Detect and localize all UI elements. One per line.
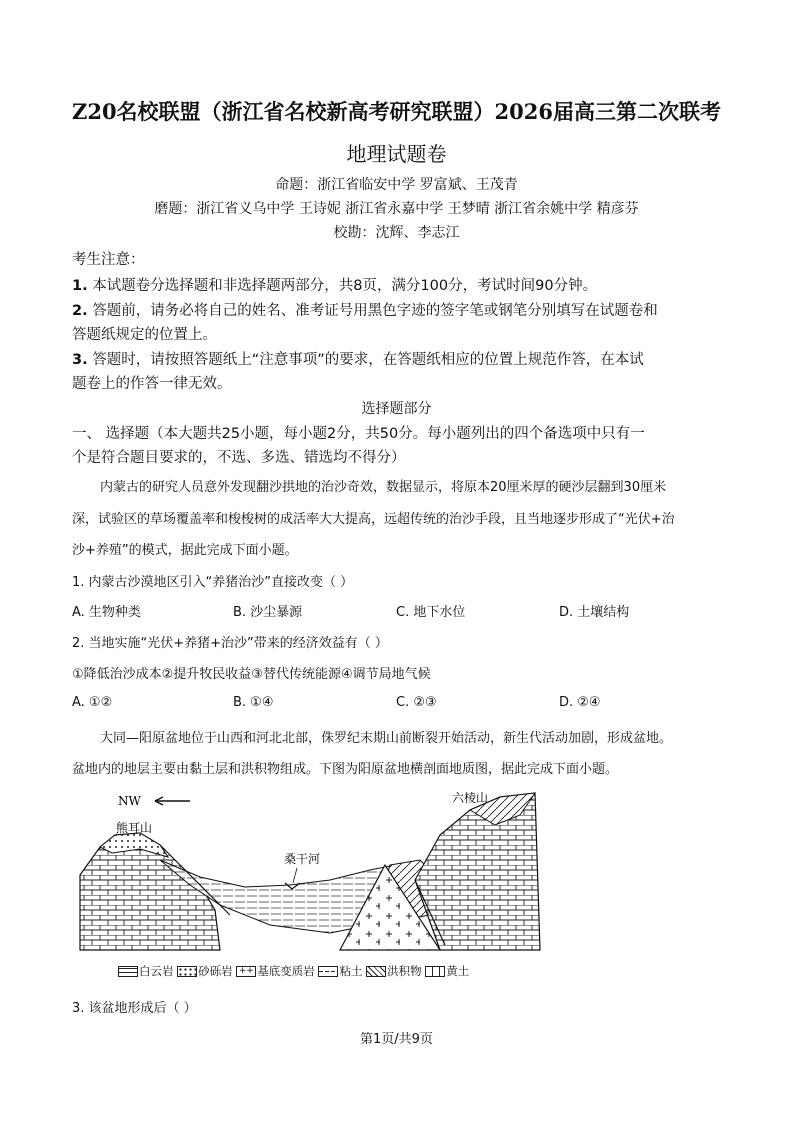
notice-item-3	[72, 348, 644, 369]
legend-swatch-clay	[318, 966, 338, 977]
q2-option-a: A. ①②	[72, 695, 113, 710]
legend-swatch-basement: ++	[236, 966, 256, 977]
legend-swatch-sandstone	[177, 966, 197, 977]
legend-label-dolomite: 白云岩	[139, 964, 174, 978]
left-mountain-label: 熊耳山	[116, 821, 153, 835]
notice-item-1-text: 本试题卷分选择题和非选择题两部分，共8页，满分100分，考试时间90分钟。	[92, 278, 598, 294]
credit-compose: 命题：浙江省临安中学 罗富斌、王茂青	[275, 177, 518, 193]
geologic-cross-section	[0, 785, 793, 960]
q2-option-b: B. ①④	[233, 695, 274, 710]
legend-label-alluvium: 洪积物	[387, 964, 422, 978]
q1-option-c: C. 地下水位	[396, 605, 466, 620]
passage2-line2: 盆地内的地层主要由黏土层和洪积物组成。下图为阳原盆地横剖面地质图，据此完成下面小题。	[72, 762, 619, 777]
passage1-line2: 深，试验区的草场覆盖率和梭梭树的成活率大大提高，远超传统的治沙手段，且当地逐步形成了“光伏+治	[72, 512, 675, 527]
credit-polish: 磨题：浙江省义乌中学 王诗妮 浙江省永嘉中学 王梦晴 浙江省余姚中学 精彦芬	[154, 201, 639, 217]
legend-label-loess: 黄土	[446, 964, 470, 978]
notice-heading: 考生注意：	[72, 252, 145, 268]
notice-item-1-num: 1.	[72, 278, 88, 294]
q1-option-a: A. 生物种类	[72, 605, 141, 620]
exam-title: Z20名校联盟（浙江省名校新高考研究联盟）2026届高三第二次联考	[72, 99, 721, 124]
q2-statements: ①降低治沙成本②提升牧民收益③替代传统能源④调节局地气候	[72, 667, 431, 682]
section-title: 选择题部分	[361, 401, 432, 417]
q1-option-d: D. 土壤结构	[559, 605, 630, 620]
notice-item-2-text: 答题前，请务必将自己的姓名、准考证号用黑色字迹的签字笔或钢笔分别填写在试题卷和	[92, 303, 658, 319]
legend-swatch-dolomite	[118, 966, 138, 977]
north-west-arrow-icon	[155, 797, 190, 805]
legend-swatch-alluvium	[366, 966, 386, 977]
legend-label-basement: 基底变质岩	[257, 964, 315, 978]
section-intro-2: 个是符合题目要求的，不选、多选、错选均不得分）	[72, 450, 406, 466]
notice-item-3-num: 3.	[72, 352, 88, 368]
river-label: 桑干河	[284, 852, 321, 866]
q3-stem: 3. 该盆地形成后（ ）	[72, 1001, 197, 1016]
passage1-line3: 沙+养殖”的模式，据此完成下面小题。	[72, 543, 298, 558]
legend-label-clay: 粘土	[339, 964, 363, 978]
notice-item-2-cont: 答题纸规定的位置上。	[72, 327, 217, 343]
legend-label-sandstone: 砂砾岩	[198, 964, 233, 978]
notice-item-3-text: 答题时，请按照答题纸上“注意事项”的要求，在答题纸相应的位置上规范作答，在本试	[92, 352, 644, 368]
section-intro-1: 一、 选择题（本大题共25小题，每小题2分，共50分。每小题列出的四个备选项中只有一	[72, 426, 645, 442]
page-number: 第1页/共9页	[360, 1032, 433, 1047]
q2-option-d: D. ②④	[559, 695, 601, 710]
notice-item-2-num: 2.	[72, 303, 88, 319]
figure-legend	[118, 963, 469, 979]
exam-subtitle: 地理试题卷	[346, 142, 447, 166]
q2-option-c: C. ②③	[396, 695, 437, 710]
right-mountain-label: 六棱山	[452, 791, 489, 805]
passage1-line1: 内蒙古的研究人员意外发现翻沙拱地的治沙奇效，数据显示，将原本20厘米厚的硬沙层翻到30厘米	[100, 480, 667, 495]
q1-option-b: B. 沙尘暴源	[233, 605, 303, 620]
direction-label: NW	[118, 794, 141, 808]
q1-stem: 1. 内蒙古沙漠地区引入“养猪治沙”直接改变（ ）	[72, 575, 354, 590]
passage2-line1: 大同—阳原盆地位于山西和河北北部，侏罗纪末期山前断裂开始活动，新生代活动加剧，形成盆地。	[100, 731, 673, 746]
notice-item-3-cont: 题卷上的作答一律无效。	[72, 376, 232, 392]
notice-item-2	[72, 299, 658, 320]
legend-swatch-loess	[425, 966, 445, 977]
q2-stem: 2. 当地实施“光伏+养猪+治沙”带来的经济效益有（ ）	[72, 636, 388, 651]
credit-proof: 校勘：沈辉、李志江	[333, 225, 460, 241]
notice-item-1	[72, 274, 597, 295]
